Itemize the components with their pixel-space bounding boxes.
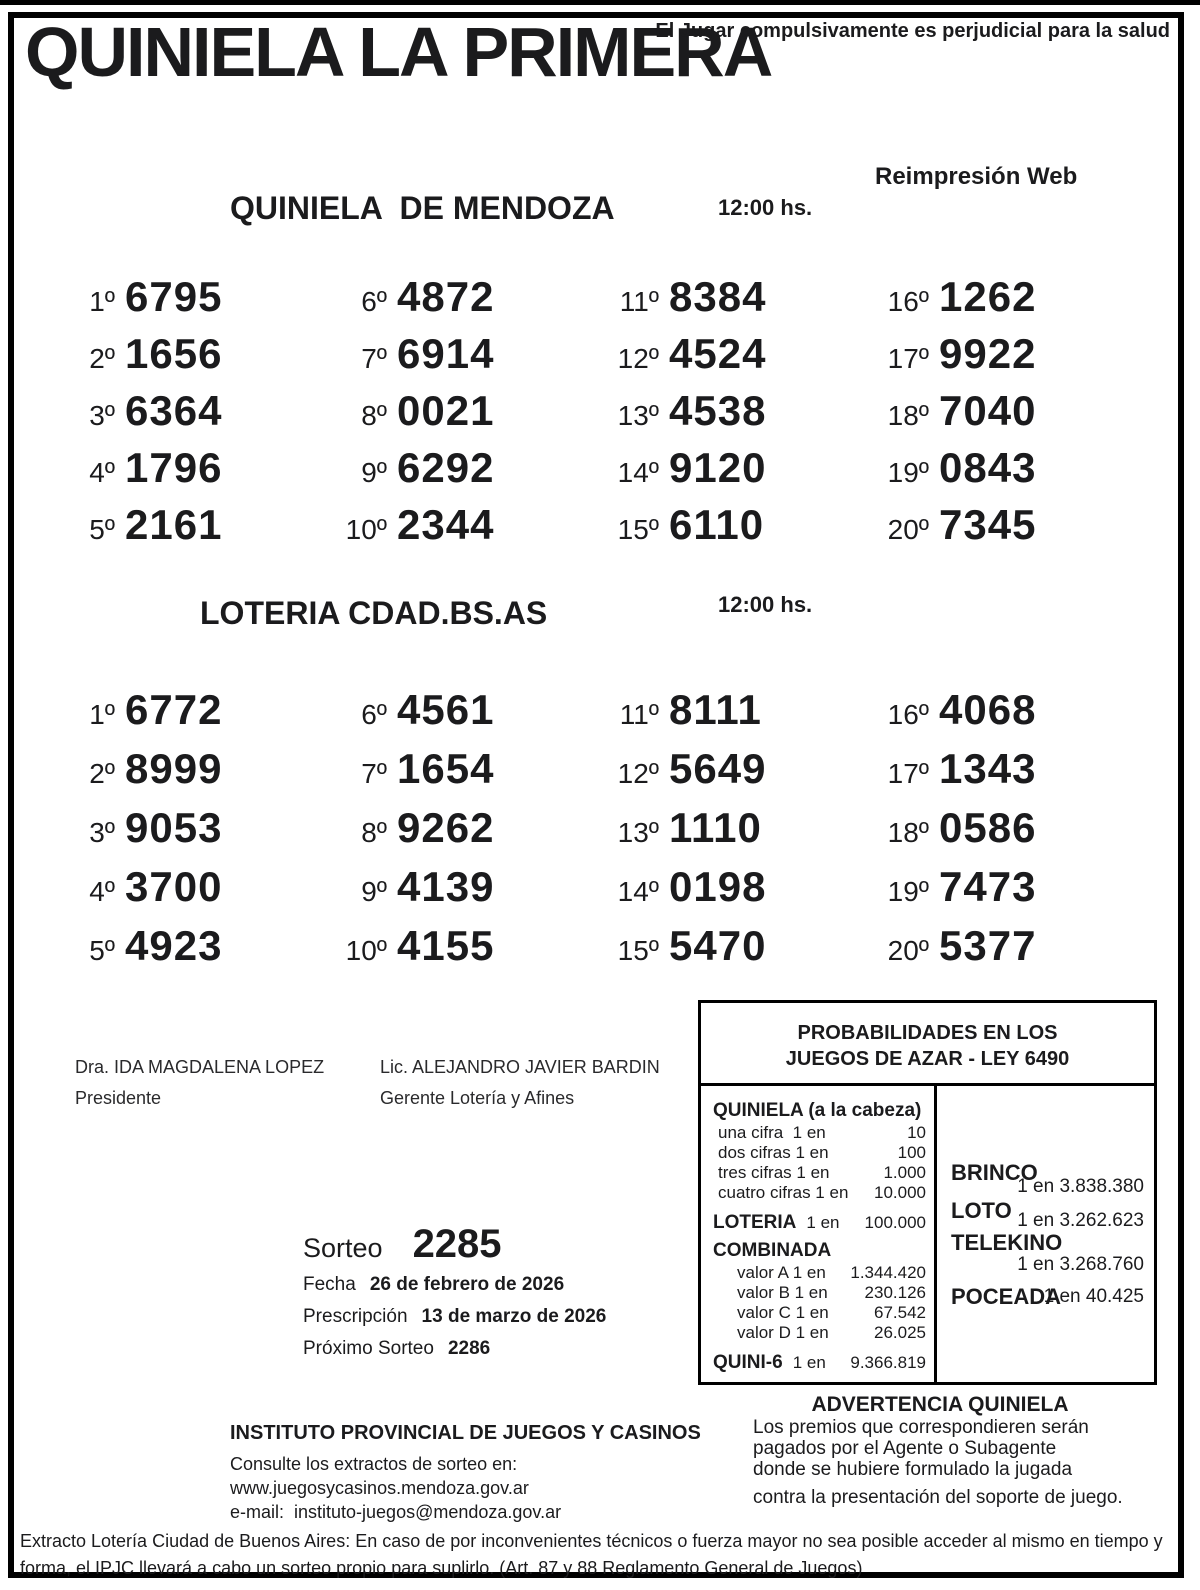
bsas-results-grid	[40, 680, 1130, 975]
result-cell	[312, 273, 584, 321]
result-number: 5470	[669, 921, 767, 969]
result-position: 19º	[887, 875, 929, 907]
result-number: 2161	[125, 500, 223, 548]
result-position: 8º	[361, 816, 387, 848]
result-cell	[854, 804, 1094, 852]
result-cell	[854, 330, 1094, 378]
probabilities-right-column	[937, 1086, 1154, 1382]
probabilities-title-line1: PROBABILIDADES EN LOS	[797, 1022, 1058, 1044]
result-cell	[584, 804, 854, 852]
result-number: 4872	[397, 272, 495, 320]
result-position: 2º	[89, 342, 115, 374]
result-cell	[854, 922, 1094, 970]
result-position: 11º	[619, 698, 659, 730]
result-position: 3º	[89, 816, 115, 848]
result-position: 1º	[89, 698, 115, 730]
prob-row: dos cifras 1 en 100	[718, 1143, 926, 1162]
result-number: 6914	[397, 329, 495, 377]
probabilities-box	[698, 1000, 1157, 1385]
footer-line: Extracto Lotería Ciudad de Buenos Aires: En caso de por inconvenientes técnicos o fuerza mayor no sea posible acceder al mismo en tiempo y	[20, 1531, 1163, 1551]
result-number: 9922	[939, 329, 1037, 377]
result-cell	[584, 273, 854, 321]
result-position: 19º	[887, 456, 929, 488]
result-number: 0843	[939, 443, 1037, 491]
prescripcion-row	[303, 1306, 606, 1328]
result-position: 10º	[345, 513, 387, 545]
result-number: 7473	[939, 862, 1037, 910]
result-position: 18º	[887, 816, 929, 848]
result-number: 5649	[669, 744, 767, 792]
result-cell	[854, 863, 1094, 911]
result-cell	[584, 501, 854, 549]
official-role: Gerente Lotería y Afines	[380, 1088, 575, 1108]
loto-value: 1 en 3.262.623	[1017, 1210, 1144, 1231]
result-cell	[40, 387, 312, 435]
telekino-label: TELEKINO	[951, 1230, 1063, 1255]
mendoza-draw-time: 12:00 hs.	[718, 195, 813, 220]
result-cell	[40, 501, 312, 549]
fecha-label: Fecha	[303, 1274, 356, 1295]
result-cell	[40, 863, 312, 911]
sorteo-row	[303, 1222, 502, 1267]
sorteo-label: Sorteo	[303, 1233, 383, 1263]
result-position: 7º	[361, 342, 387, 374]
probabilities-title	[701, 1003, 1154, 1086]
result-cell	[584, 922, 854, 970]
result-position: 3º	[89, 399, 115, 431]
prob-row: valor C 1 en 67.542	[737, 1303, 926, 1322]
reimpression-label: Reimpresión Web	[875, 163, 1078, 190]
result-position: 13º	[617, 399, 659, 431]
prob-row: valor B 1 en 230.126	[737, 1283, 926, 1302]
result-position: 2º	[89, 757, 115, 789]
footer-note	[20, 1528, 1170, 1582]
result-number: 4538	[669, 386, 767, 434]
result-cell	[584, 686, 854, 734]
result-position: 6º	[361, 698, 387, 730]
result-cell	[854, 444, 1094, 492]
result-cell	[584, 387, 854, 435]
result-position: 12º	[617, 342, 659, 374]
brinco-value: 1 en 3.838.380	[1017, 1176, 1144, 1197]
result-cell	[40, 273, 312, 321]
prescripcion-label: Prescripción	[303, 1306, 408, 1327]
brinco-label: BRINCO	[951, 1160, 1038, 1185]
result-cell	[584, 745, 854, 793]
result-position: 17º	[887, 757, 929, 789]
prob-row: valor A 1 en 1.344.420	[737, 1263, 926, 1282]
result-position: 14º	[617, 456, 659, 488]
result-position: 20º	[887, 513, 929, 545]
result-number: 8999	[125, 744, 223, 792]
institute-block	[230, 1422, 701, 1524]
result-number: 9262	[397, 803, 495, 851]
result-position: 16º	[887, 285, 929, 317]
result-position: 20º	[887, 934, 929, 966]
result-number: 7345	[939, 500, 1037, 548]
probabilities-title-line2: JUEGOS DE AZAR - LEY 6490	[785, 1048, 1070, 1070]
proximo-sorteo-row	[303, 1338, 490, 1360]
result-cell	[312, 745, 584, 793]
quini6-row: QUINI-6 1 en 9.366.819	[713, 1352, 926, 1373]
result-number: 4155	[397, 921, 495, 969]
fecha-row	[303, 1274, 564, 1296]
result-cell	[854, 501, 1094, 549]
result-number: 1262	[939, 272, 1037, 320]
official-name: Lic. ALEJANDRO JAVIER BARDIN	[380, 1057, 660, 1077]
result-cell	[312, 804, 584, 852]
telekino-value: 1 en 3.268.760	[1017, 1254, 1144, 1275]
prob-row: valor D 1 en 26.025	[737, 1323, 926, 1342]
prob-row: cuatro cifras 1 en 10.000	[718, 1183, 926, 1202]
result-number: 0198	[669, 862, 767, 910]
result-number: 6292	[397, 443, 495, 491]
result-position: 8º	[361, 399, 387, 431]
result-position: 9º	[361, 456, 387, 488]
result-cell	[854, 745, 1094, 793]
result-cell	[312, 330, 584, 378]
institute-consult-line: Consulte los extractos de sorteo en:	[230, 1454, 518, 1474]
document-title: QUINIELA LA PRIMERA	[25, 13, 772, 91]
result-number: 1110	[669, 803, 762, 851]
official-manager	[380, 1056, 660, 1109]
prescripcion-value: 13 de marzo de 2026	[421, 1306, 607, 1327]
loto-label: LOTO	[951, 1198, 1012, 1223]
result-number: 7040	[939, 386, 1037, 434]
result-cell	[854, 387, 1094, 435]
result-cell	[312, 444, 584, 492]
result-position: 5º	[89, 934, 115, 966]
poceada-label: POCEADA	[951, 1284, 1062, 1309]
result-position: 12º	[617, 757, 659, 789]
result-position: 9º	[361, 875, 387, 907]
advertencia-title: ADVERTENCIA QUINIELA	[811, 1393, 1069, 1416]
result-cell	[584, 863, 854, 911]
probabilities-body	[701, 1086, 1154, 1382]
advertencia-line: donde se hubiere formulado la jugada	[753, 1459, 1073, 1480]
advertencia-line: contra la presentación del soporte de juego.	[753, 1487, 1123, 1508]
result-position: 6º	[361, 285, 387, 317]
result-position: 13º	[617, 816, 659, 848]
result-number: 6364	[125, 386, 223, 434]
footer-line: forma, el IPJC llevará a cabo un sorteo propio para suplirlo. (Art. 87 y 88 Reglamento General de Juegos)	[20, 1558, 863, 1578]
result-number: 4561	[397, 685, 495, 733]
result-cell	[40, 922, 312, 970]
result-position: 11º	[619, 285, 659, 317]
advertencia-line: pagados por el Agente o Subagente	[753, 1438, 1057, 1459]
proximo-sorteo-value: 2286	[447, 1338, 491, 1359]
result-position: 17º	[887, 342, 929, 374]
result-cell	[312, 922, 584, 970]
result-number: 3700	[125, 862, 223, 910]
result-number: 4139	[397, 862, 495, 910]
result-cell	[40, 444, 312, 492]
result-number: 1796	[125, 443, 223, 491]
result-number: 9120	[669, 443, 767, 491]
result-cell	[312, 863, 584, 911]
result-number: 8111	[669, 685, 762, 733]
result-position: 18º	[887, 399, 929, 431]
result-cell	[40, 804, 312, 852]
result-number: 6772	[125, 685, 223, 733]
proximo-sorteo-label: Próximo Sorteo	[303, 1338, 434, 1359]
result-cell	[854, 273, 1094, 321]
bsas-draw-time: 12:00 hs.	[718, 592, 813, 617]
official-president	[75, 1056, 324, 1109]
result-number: 0021	[397, 386, 495, 434]
result-number: 8384	[669, 272, 767, 320]
result-number: 1656	[125, 329, 223, 377]
result-cell	[40, 745, 312, 793]
section-title-bsas: LOTERIA CDAD.BS.AS	[200, 595, 548, 631]
result-number: 2344	[397, 500, 495, 548]
poceada-value: 1 en 40.425	[1043, 1286, 1144, 1307]
result-position: 15º	[617, 513, 659, 545]
result-cell	[312, 686, 584, 734]
fecha-value: 26 de febrero de 2026	[369, 1274, 565, 1295]
loteria-row: LOTERIA 1 en 100.000	[713, 1212, 926, 1233]
prob-row: una cifra 1 en 10	[718, 1123, 926, 1142]
quiniela-header: QUINIELA (a la cabeza)	[713, 1100, 922, 1121]
institute-name: INSTITUTO PROVINCIAL DE JUEGOS Y CASINOS	[230, 1422, 701, 1444]
result-number: 4524	[669, 329, 767, 377]
result-cell	[312, 387, 584, 435]
result-cell	[312, 501, 584, 549]
advertencia-block	[735, 1393, 1145, 1508]
result-cell	[584, 444, 854, 492]
institute-email: e-mail: instituto-juegos@mendoza.gov.ar	[230, 1502, 562, 1522]
combinada-header: COMBINADA	[713, 1240, 832, 1261]
prob-row: tres cifras 1 en 1.000	[718, 1163, 926, 1182]
top-rule	[0, 0, 1200, 5]
result-position: 14º	[617, 875, 659, 907]
probabilities-left-column	[701, 1086, 937, 1382]
result-position: 15º	[617, 934, 659, 966]
official-name: Dra. IDA MAGDALENA LOPEZ	[75, 1057, 325, 1077]
result-position: 7º	[361, 757, 387, 789]
mendoza-results-grid	[40, 268, 1130, 553]
sorteo-number: 2285	[412, 1222, 502, 1266]
result-number: 6110	[669, 500, 765, 548]
institute-website: www.juegosycasinos.mendoza.gov.ar	[230, 1478, 529, 1498]
result-position: 10º	[345, 934, 387, 966]
result-number: 4068	[939, 685, 1037, 733]
result-number: 5377	[939, 921, 1037, 969]
health-warning: El Jugar compulsivamente es perjudicial para la salud	[655, 20, 1170, 42]
section-title-mendoza: QUINIELA DE MENDOZA	[230, 190, 615, 226]
result-number: 1343	[939, 744, 1037, 792]
result-number: 1654	[397, 744, 495, 792]
result-number: 9053	[125, 803, 223, 851]
result-number: 4923	[125, 921, 223, 969]
result-cell	[854, 686, 1094, 734]
advertencia-line: Los premios que correspondieren serán	[753, 1417, 1089, 1438]
result-cell	[584, 330, 854, 378]
result-cell	[40, 330, 312, 378]
result-cell	[40, 686, 312, 734]
official-role: Presidente	[75, 1088, 162, 1108]
result-position: 5º	[89, 513, 115, 545]
result-number: 0586	[939, 803, 1037, 851]
result-number: 6795	[125, 272, 223, 320]
result-position: 4º	[89, 456, 115, 488]
result-position: 16º	[887, 698, 929, 730]
result-position: 4º	[89, 875, 115, 907]
result-position: 1º	[89, 285, 115, 317]
